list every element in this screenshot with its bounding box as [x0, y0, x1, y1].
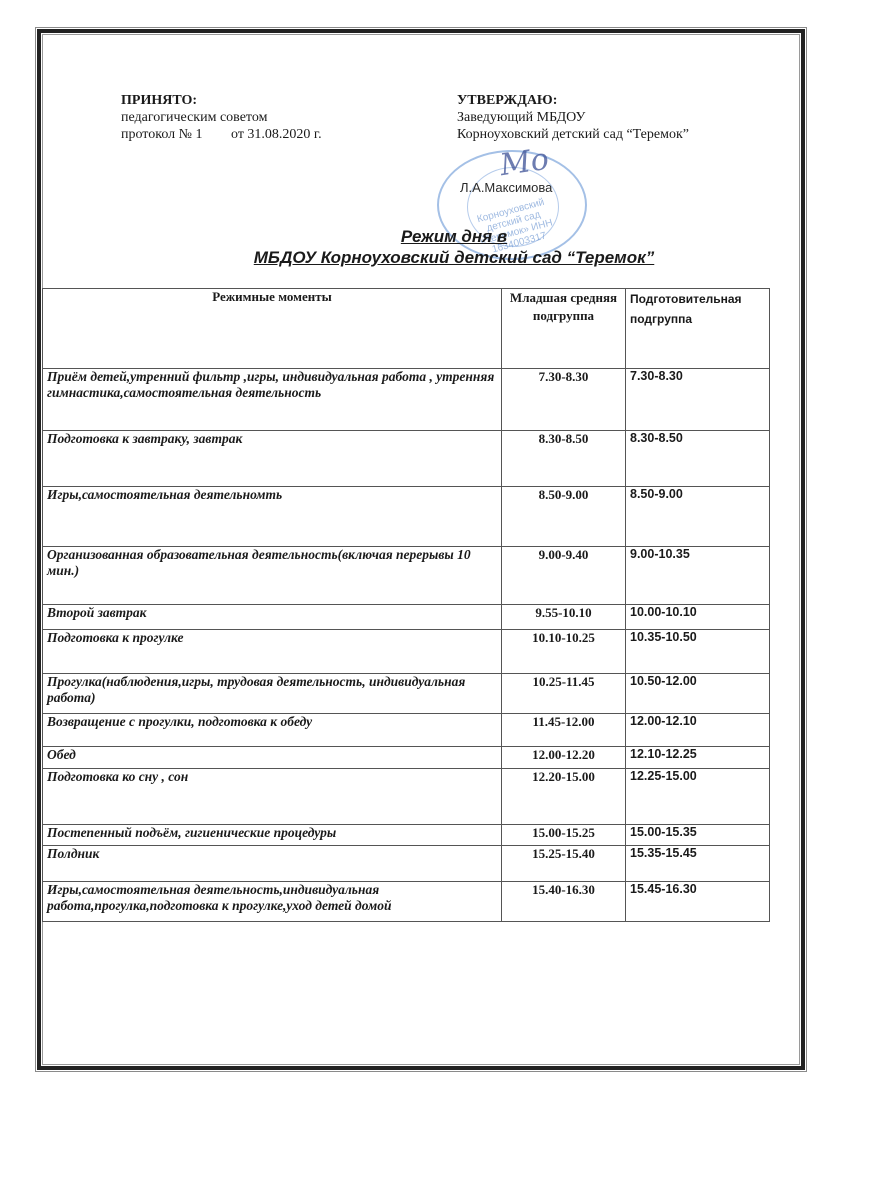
table-row [43, 431, 770, 487]
document-subtitle: МБДОУ Корноуховский детский сад “Теремок” [253, 248, 655, 267]
prep-time-cell: 10.50-12.00 [626, 674, 770, 714]
prep-time-cell: 8.30-8.50 [626, 431, 770, 487]
activity-cell: Игры,самостоятельная деятельномть [43, 487, 502, 547]
prep-time-cell: 10.00-10.10 [626, 605, 770, 630]
prep-time-cell: 15.35-15.45 [626, 846, 770, 882]
table-row [43, 674, 770, 714]
activity-cell: Полдник [43, 846, 502, 882]
junior-time-cell: 15.00-15.25 [502, 825, 626, 846]
junior-time-cell: 12.00-12.20 [502, 747, 626, 769]
activity-cell: Приём детей,утренний фильтр ,игры, индивидуальная работа , утренняя гимнастика,самостоятельная деятельность [43, 369, 502, 431]
junior-time-cell: 10.25-11.45 [502, 674, 626, 714]
prep-time-cell: 8.50-9.00 [626, 487, 770, 547]
prep-time-cell: 9.00-10.35 [626, 547, 770, 605]
accepted-heading: ПРИНЯТО: [121, 93, 198, 108]
prep-time-cell: 10.35-10.50 [626, 630, 770, 674]
activity-cell: Обед [43, 747, 502, 769]
junior-time-cell: 8.50-9.00 [502, 487, 626, 547]
protocol-date: от 31.08.2020 г. [231, 127, 322, 142]
table-row [43, 825, 770, 846]
prep-time-cell: 7.30-8.30 [626, 369, 770, 431]
junior-time-cell: 8.30-8.50 [502, 431, 626, 487]
accepted-by: педагогическим советом [121, 110, 268, 125]
protocol-row [121, 126, 441, 143]
stamp-text: Корноуховский детский сад «Теремок» ИНН 1634003317 [475, 196, 554, 256]
junior-time-cell: 10.10-10.25 [502, 630, 626, 674]
activity-cell: Подготовка ко сну , сон [43, 769, 502, 825]
activity-cell: Постепенный подъём, гигиенические процедуры [43, 825, 502, 846]
document-title: Режим дня в [400, 227, 508, 246]
activity-cell: Возвращение с прогулки, подготовка к обеду [43, 714, 502, 747]
header-prep-group: Подготовительная подгруппа [626, 289, 770, 369]
header-activity: Режимные моменты [43, 289, 502, 369]
junior-time-cell: 11.45-12.00 [502, 714, 626, 747]
junior-time-cell: 12.20-15.00 [502, 769, 626, 825]
table-row [43, 369, 770, 431]
junior-time-cell: 15.40-16.30 [502, 882, 626, 922]
approver-title: Заведующий МБДОУ [457, 110, 586, 125]
junior-time-cell: 9.00-9.40 [502, 547, 626, 605]
table-row [43, 605, 770, 630]
table-header-row [43, 289, 770, 369]
activity-cell: Прогулка(наблюдения,игры, трудовая деятельность, индивидуальная работа) [43, 674, 502, 714]
activity-cell: Игры,самостоятельная деятельность,индивидуальная работа,прогулка,подготовка к прогулке,уход детей домой [43, 882, 502, 922]
prep-time-cell: 15.45-16.30 [626, 882, 770, 922]
table-row [43, 882, 770, 922]
approved-heading: УТВЕРЖДАЮ: [457, 93, 558, 108]
table-row [43, 846, 770, 882]
activity-cell: Второй завтрак [43, 605, 502, 630]
schedule-table [42, 288, 770, 922]
prep-time-cell: 12.00-12.10 [626, 714, 770, 747]
junior-time-cell: 15.25-15.40 [502, 846, 626, 882]
prep-time-cell: 12.25-15.00 [626, 769, 770, 825]
approver-org: Корноуховский детский сад “Теремок” [457, 127, 689, 142]
junior-time-cell: 9.55-10.10 [502, 605, 626, 630]
signature: Мо [497, 141, 551, 184]
signer-name: Л.А.Максимова [460, 180, 553, 195]
table-row [43, 487, 770, 547]
activity-cell: Подготовка к завтраку, завтрак [43, 431, 502, 487]
header-junior-group: Младшая средняя подгруппа [502, 289, 626, 369]
table-row [43, 769, 770, 825]
junior-time-cell: 7.30-8.30 [502, 369, 626, 431]
approved-block [457, 92, 787, 143]
prep-time-cell: 12.10-12.25 [626, 747, 770, 769]
activity-cell: Подготовка к прогулке [43, 630, 502, 674]
protocol-number: протокол № 1 [121, 127, 203, 142]
table-row [43, 547, 770, 605]
table-row [43, 714, 770, 747]
table-row [43, 630, 770, 674]
activity-cell: Организованная образовательная деятельность(включая перерывы 10 мин.) [43, 547, 502, 605]
accepted-block [121, 92, 441, 143]
table-row [43, 747, 770, 769]
prep-time-cell: 15.00-15.35 [626, 825, 770, 846]
